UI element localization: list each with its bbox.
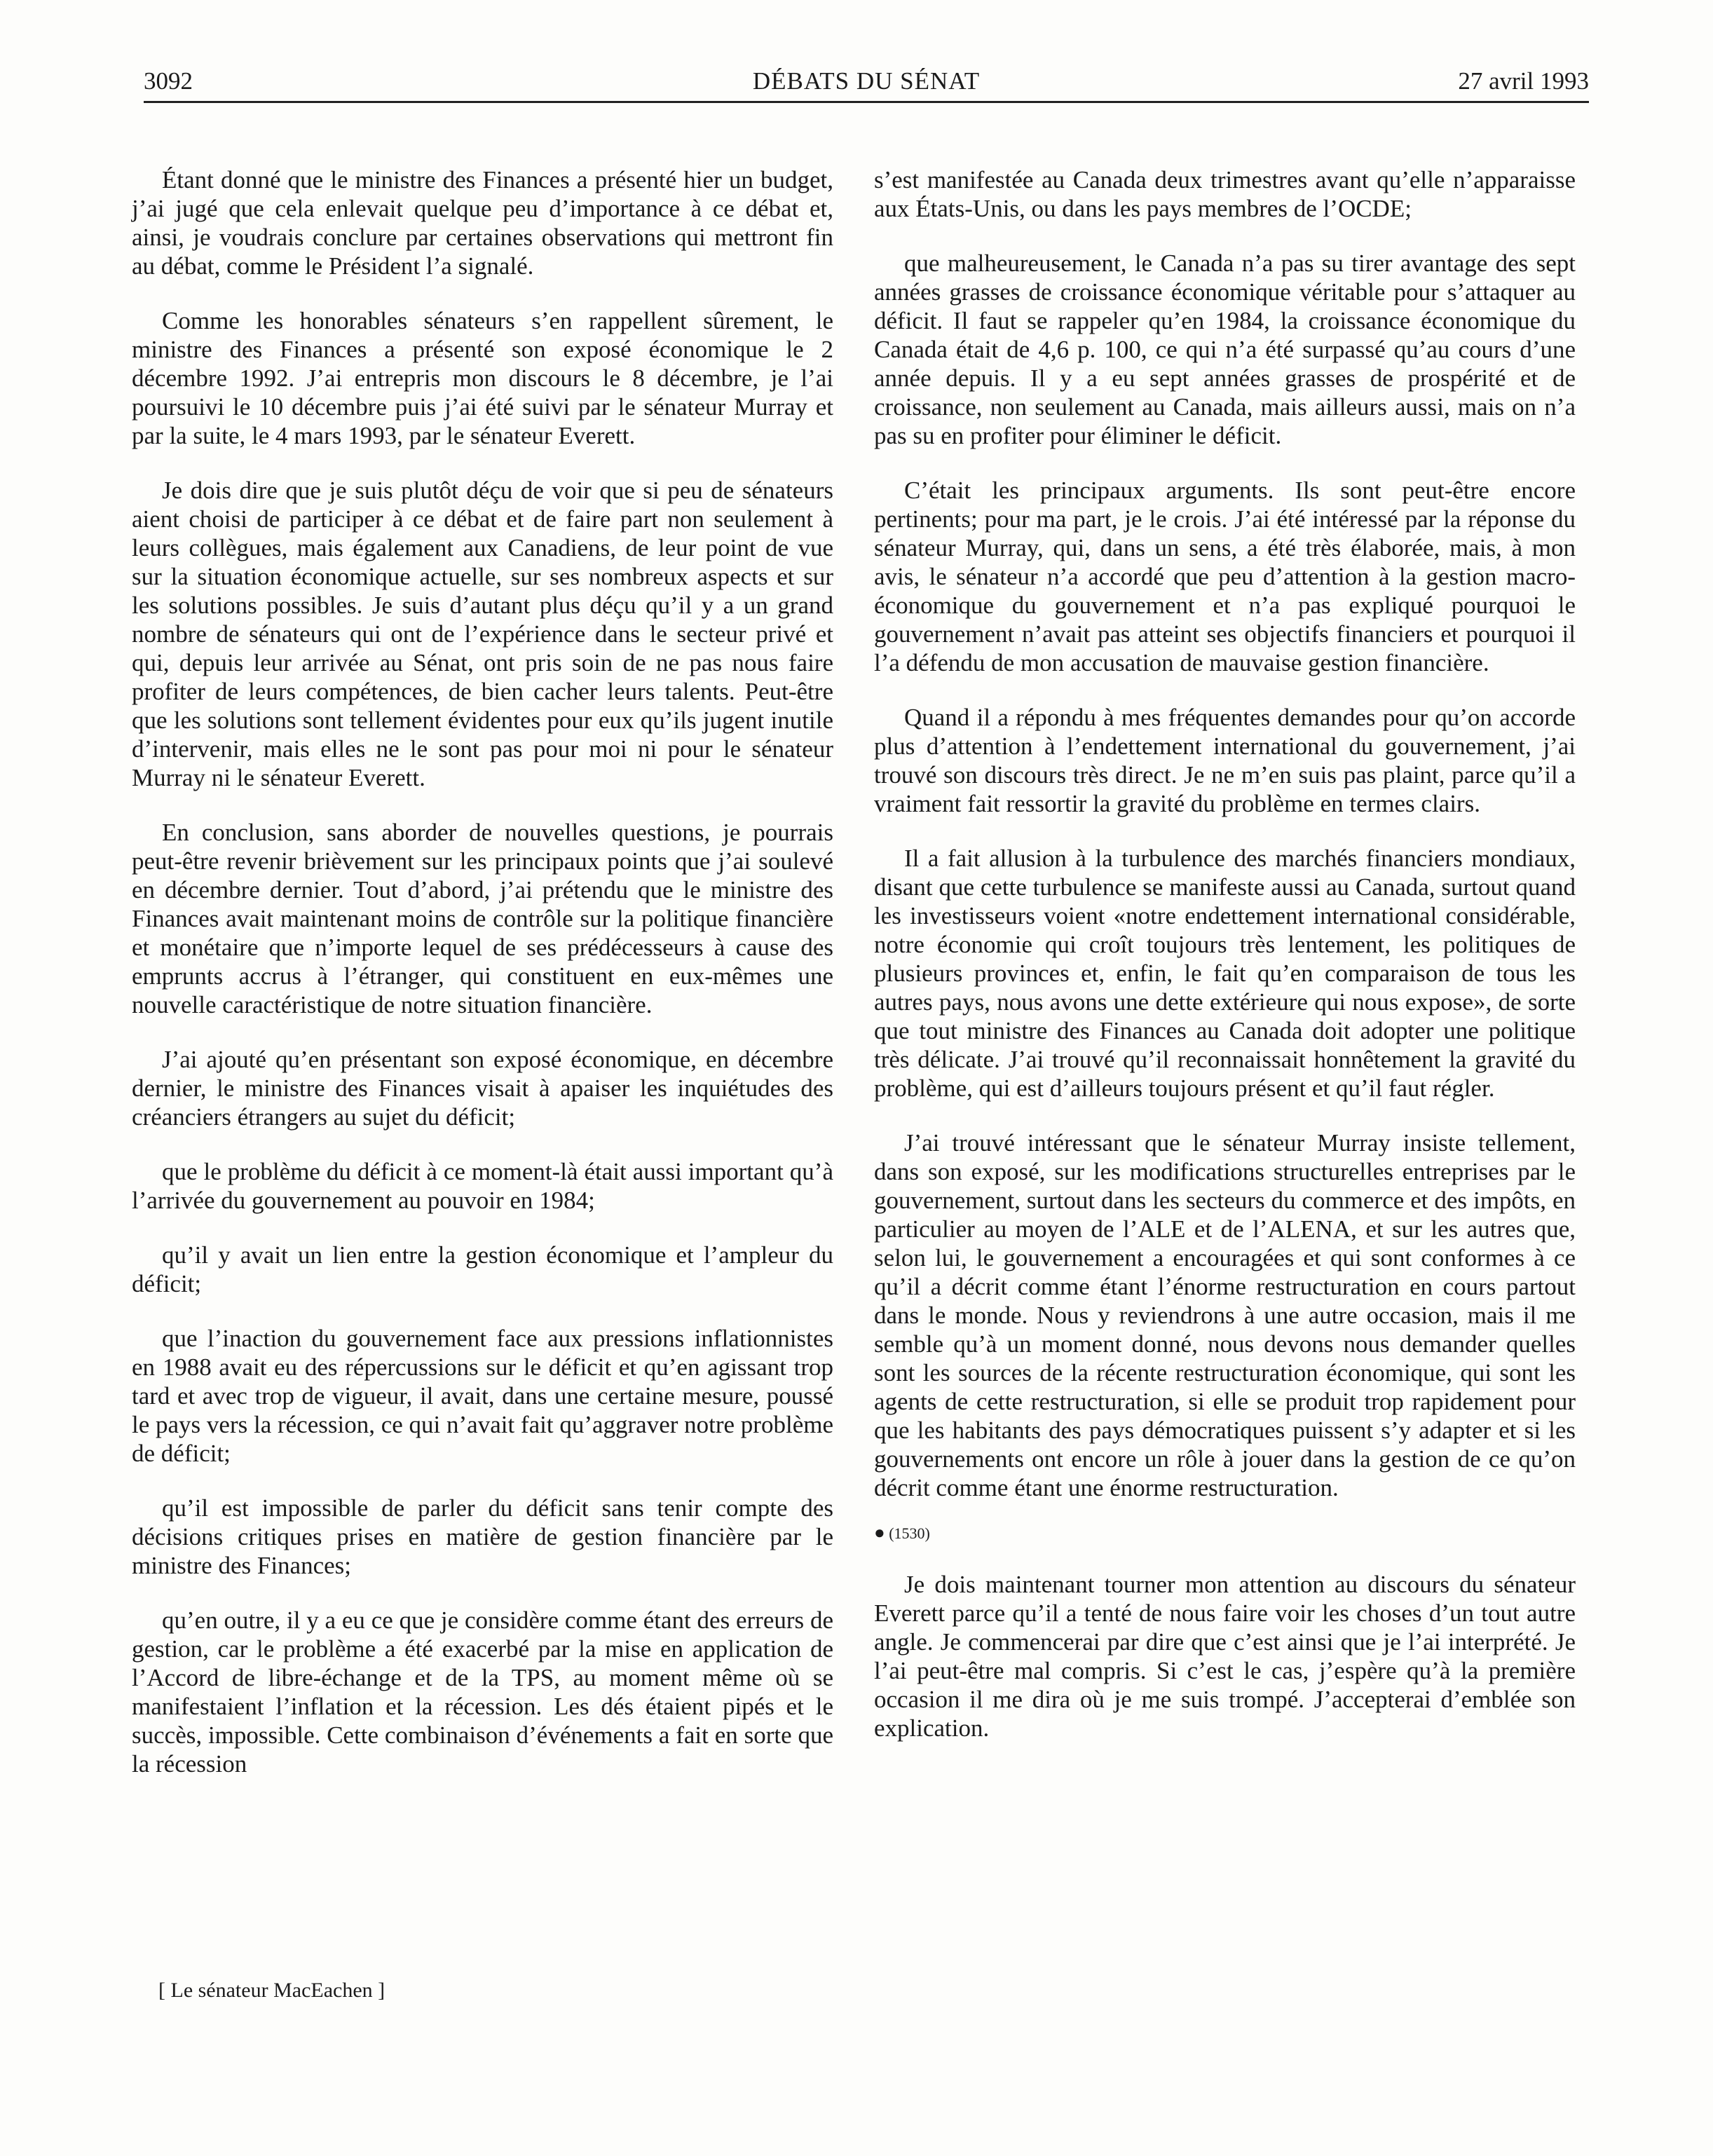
time-marker-label: (1530) <box>889 1524 930 1542</box>
time-marker <box>874 1522 1576 1544</box>
page-header <box>144 62 1589 103</box>
paragraph: Quand il a répondu à mes fréquentes demandes pour qu’on accorde plus d’attention à l’endettement international du gouvernement, j’ai trouvé son discours très direct. Je ne m’en suis pas plaint, parce qu’il a vraiment fait ressortir la gravité du problème en termes clairs. <box>874 704 1576 817</box>
paragraph: que le problème du déficit à ce moment-là était aussi important qu’à l’arrivée du gouvernement au pouvoir en 1984; <box>132 1158 833 1214</box>
paragraph: En conclusion, sans aborder de nouvelles questions, je pourrais peut-être revenir brièvement sur les principaux points que j’ai soulevé en décembre dernier. Tout d’abord, j’ai prétendu que le ministre des Finances avait maintenant moins de contrôle sur la politique financière et monétaire que n’importe lequel de ses prédécesseurs à cause des emprunts accrus à l’étranger, qui constituent en eux-mêmes une nouvelle caractéristique de notre situation financière. <box>132 819 833 1018</box>
paragraph: C’était les principaux arguments. Ils sont peut-être encore pertinents; pour ma part, je le crois. J’ai été intéressé par la réponse du sénateur Murray, qui, dans un sens, a été très élaborée, mais, à mon avis, le sénateur n’a accordé que peu d’attention à la gestion macro-économique du gouvernement et n’a pas expliqué pourquoi le gouvernement n’avait pas atteint ses objectifs financiers et pourquoi il l’a défendu de mon accusation de mauvaise gestion financière. <box>874 477 1576 676</box>
paragraph-continued: qu’en outre, il y a eu ce que je considère comme étant des erreurs de gestion, car le problème a été exacerbé par la mise en application de l’Accord de libre-échange et de la TPS, au moment même où se manifestaient l’inflation et la récession. Les dés étaient pipés et le succès, impossible. Cette combinaison d’événements a fait en sorte que la récession <box>132 1606 833 1778</box>
paragraph: J’ai trouvé intéressant que le sénateur Murray insiste tellement, dans son exposé, sur les modifications structurelles entreprises par le gouvernement, surtout dans les secteurs du commerce et des impôts, en particulier au moyen de l’ALE et de l’ALENA, et sur les autres que, selon lui, le gouvernement a encouragées et qui sont conformes à ce qu’il a décrit comme étant l’énorme restructuration en cours partout dans le monde. Nous y reviendrons à une autre occasion, mais il me semble qu’à un moment donné, nous devons nous demander quelles sont les sources de la récente restructuration économique, qui sont les agents de cette restructuration, si elle se produit trop rapidement pour que les habitants des pays démocratiques puissent s’y adapter et si les gouvernements ont encore un rôle à jouer dans la gestion de ce qu’on décrit comme étant une énorme restructuration. <box>874 1129 1576 1501</box>
paragraph: Il a fait allusion à la turbulence des marchés financiers mondiaux, disant que cette turbulence se manifeste aussi au Canada, surtout quand les investisseurs voient «notre endettement international considérable, notre économie qui croît toujours très lentement, les politiques de plusieurs provinces et, enfin, le fait qu’en comparaison de tous les autres pays, nous avons une dette extérieure qui nous expose», de sorte que tout ministre des Finances au Canada doit adopter une politique très délicate. J’ai trouvé qu’il reconnaissait honnêtement la gravité du problème, qui est d’ailleurs toujours présent et qu’il faut régler. <box>874 845 1576 1102</box>
bullet-icon: ● <box>874 1522 885 1543</box>
page-number: 3092 <box>144 67 193 95</box>
speaker-footer: [ Le sénateur MacEachen ] <box>158 1979 385 2002</box>
publication-date: 27 avril 1993 <box>1458 67 1589 95</box>
publication-title: DÉBATS DU SÉNAT <box>752 67 981 95</box>
paragraph: Comme les honorables sénateurs s’en rappellent sûrement, le ministre des Finances a présenté son exposé économique le 2 décembre 1992. J’ai entrepris mon discours le 8 décembre, je l’ai poursuivi le 10 décembre puis j’ai été suivi par le sénateur Murray et par la suite, le 4 mars 1993, par le sénateur Everett. <box>132 307 833 449</box>
paragraph: qu’il y avait un lien entre la gestion économique et l’ampleur du déficit; <box>132 1241 833 1297</box>
paragraph: que malheureusement, le Canada n’a pas su tirer avantage des sept années grasses de croissance économique véritable pour s’attaquer au déficit. Il faut se rappeler qu’en 1984, la croissance économique du Canada était de 4,6 p. 100, ce qui n’a été surpassé qu’au cours d’une année depuis. Il y a eu sept années grasses de prospérité et de croissance, non seulement au Canada, mais ailleurs aussi, mais on n’a pas su en profiter pour éliminer le déficit. <box>874 250 1576 449</box>
left-column <box>132 165 833 1804</box>
paragraph: qu’il est impossible de parler du déficit sans tenir compte des décisions critiques prises en matière de gestion financière par le ministre des Finances; <box>132 1494 833 1579</box>
paragraph: Je dois dire que je suis plutôt déçu de voir que si peu de sénateurs aient choisi de participer à ce débat et de faire part non seulement à leurs collègues, mais également aux Canadiens, de leur point de vue sur la situation économique actuelle, sur ses nombreux aspects et sur les solutions possibles. Je suis d’autant plus déçu qu’il y a un grand nombre de sénateurs qui ont de l’expérience dans le secteur privé et qui, depuis leur arrivée au Sénat, ont pris soin de ne pas nous faire profiter de leurs compétences, de bien cacher leurs talents. Peut-être que les solutions sont tellement évidentes pour eux qu’ils jugent inutile d’intervenir, mais elles ne le sont pas pour moi ni pour le sénateur Murray ni le sénateur Everett. <box>132 477 833 791</box>
paragraph-continuation: s’est manifestée au Canada deux trimestres avant qu’elle n’apparaisse aux États-Unis, ou dans les pays membres de l’OCDE; <box>874 166 1576 222</box>
paragraph: J’ai ajouté qu’en présentant son exposé économique, en décembre dernier, le ministre des Finances visait à apaiser les inquiétudes des créanciers étrangers au sujet du déficit; <box>132 1046 833 1131</box>
paragraph: que l’inaction du gouvernement face aux pressions inflationnistes en 1988 avait eu des répercussions sur le déficit et qu’en agissant trop tard et avec trop de vigueur, il avait, dans une certaine mesure, poussé le pays vers la récession, ce qui n’avait fait qu’aggraver notre problème de déficit; <box>132 1325 833 1467</box>
paragraph: Je dois maintenant tourner mon attention au discours du sénateur Everett parce qu’il a tenté de nous faire voir les choses d’un tout autre angle. Je commencerai par dire que c’est ainsi que je l’ai interprété. Je l’ai peut-être mal compris. Si c’est le cas, j’espère qu’à la première occasion il me dira où je me suis trompé. J’accepterai d’emblée son explication. <box>874 1571 1576 1742</box>
right-column <box>874 165 1576 1768</box>
paragraph: Étant donné que le ministre des Finances a présenté hier un budget, j’ai jugé que cela enlevait quelque peu d’importance à ce débat et, ainsi, je voudrais conclure par certaines observations qui mettront fin au débat, comme le Président l’a signalé. <box>132 166 833 280</box>
